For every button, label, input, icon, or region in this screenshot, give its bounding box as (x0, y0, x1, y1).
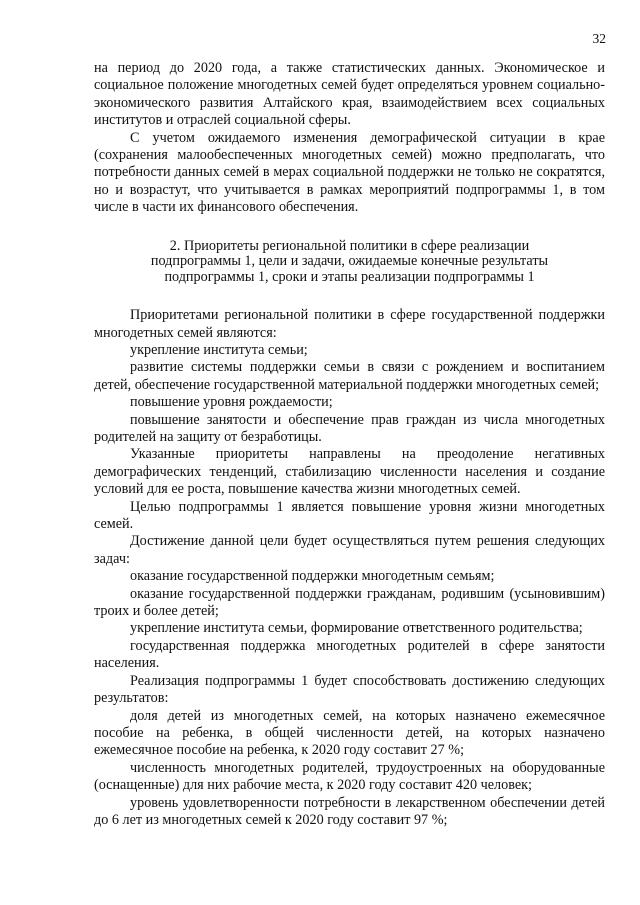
paragraph: С учетом ожидаемого изменения демографической ситуации в крае (сохранения малообеспеченных многодетных семей) можно предполагать, что потребности данных семей в мерах социальной поддержки не только не сократятся, но и возрастут, что учитывается в рамках мероприятий подпрограммы 1, в том числе в части их финансового обеспечения. (94, 129, 605, 216)
list-item: укрепление института семьи, формирование ответственного родительства; (130, 620, 583, 637)
list-item: оказание государственной поддержки гражданам, родившим (усыновившим) троих и более детей; (94, 585, 605, 620)
list-item: численность многодетных родителей, трудоустроенных на оборудованные (оснащенные) для них рабочие места, к 2020 году составит 420 человек; (94, 759, 605, 794)
list-item: государственная поддержка многодетных родителей в сфере занятости населения. (94, 637, 605, 672)
page-number: 32 (592, 31, 606, 46)
paragraph: на период до 2020 года, а также статистических данных. Экономическое и социальное положение многодетных семей будет определяться уровнем социально-экономического развития Алтайского края, взаимодействием всех социальных институтов и отраслей социальной сферы. (94, 60, 605, 129)
list-item: повышение занятости и обеспечение прав граждан из числа многодетных родителей на защиту от безработицы. (94, 411, 605, 445)
list-item: повышение уровня рождаемости; (130, 394, 333, 411)
paragraph: Реализация подпрограммы 1 будет способствовать достижению следующих результатов: (94, 672, 605, 707)
section-heading: 2. Приоритеты региональной политики в сфере реализации подпрограммы 1, цели и задачи, ожидаемые конечные результаты подпрограммы 1, сроки и этапы реализации подпрограммы 1 (150, 237, 549, 285)
paragraph: Целью подпрограммы 1 является повышение уровня жизни многодетных семей. (94, 498, 605, 533)
list-item: уровень удовлетворенности потребности в лекарственном обеспечении детей до 6 лет из многодетных семей к 2020 году составит 97 %; (94, 794, 605, 828)
list-item: развитие системы поддержки семьи в связи с рождением и воспитанием детей, обеспечение государственной материальной поддержки многодетных семей; (94, 359, 605, 393)
document-body (94, 60, 605, 829)
list-item: укрепление института семьи; (130, 341, 308, 358)
list-item: оказание государственной поддержки многодетным семьям; (130, 568, 495, 585)
paragraph: Достижение данной цели будет осуществляться путем решения следующих задач: (94, 533, 605, 567)
list-item: доля детей из многодетных семей, на которых назначено ежемесячное пособие на ребенка, в общей численности детей, на которых назначено ежемесячное пособие на ребенка, к 2020 году составит 27 %; (94, 707, 605, 759)
paragraph: Указанные приоритеты направлены на преодоление негативных демографических тенденций, стабилизацию численности населения и создание условий для ее роста, повышение качества жизни многодетных семей. (94, 446, 605, 498)
paragraph: Приоритетами региональной политики в сфере государственной поддержки многодетных семей являются: (94, 307, 605, 341)
